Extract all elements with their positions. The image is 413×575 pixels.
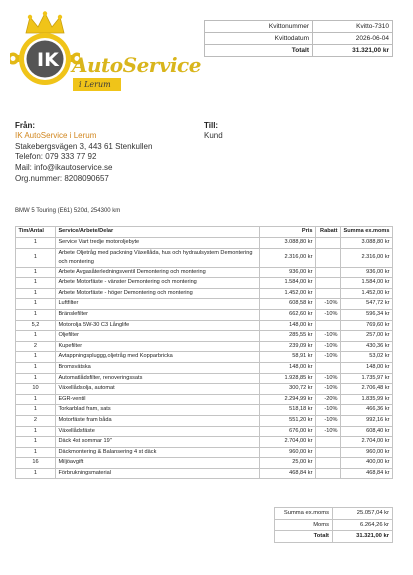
sender-orgnr: Org.nummer: 8208090657 (15, 173, 109, 183)
row-discount: -10% (315, 405, 340, 416)
row-price: 1.928,85 kr (260, 373, 316, 384)
row-sum: 1.452,00 kr (340, 288, 392, 299)
row-price: 239,09 kr (260, 341, 316, 352)
row-desc: Arbete Avgasåterledningsventil Demontering och montering (55, 267, 259, 278)
row-price: 148,00 kr (260, 320, 316, 331)
row-price: 608,58 kr (260, 299, 316, 310)
row-qty: 1 (16, 288, 56, 299)
row-desc: Motorfäste fram båda (55, 415, 259, 426)
meta-row-date (205, 33, 393, 45)
row-price: 58,91 kr (260, 352, 316, 363)
row-sum: 1.835,99 kr (340, 394, 392, 405)
row-qty: 1 (16, 278, 56, 289)
row-sum: 468,84 kr (340, 468, 392, 479)
row-sum: 547,72 kr (340, 299, 392, 310)
recipient-block (204, 121, 223, 142)
row-qty: 1 (16, 267, 56, 278)
table-row (16, 384, 393, 395)
row-desc: Förbrukningsmaterial (55, 468, 259, 479)
row-price: 2.704,00 kr (260, 437, 316, 448)
totals-value: 6.264,26 kr (333, 519, 393, 531)
row-sum: 769,60 kr (340, 320, 392, 331)
totals-value: 25.057,04 kr (333, 508, 393, 520)
row-sum: 1.735,97 kr (340, 373, 392, 384)
meta-label: Kvittodatum (205, 33, 313, 45)
table-row (16, 341, 393, 352)
row-price: 2.294,99 kr (260, 394, 316, 405)
row-price: 1.584,00 kr (260, 278, 316, 289)
sender-company: IK AutoService i Lerum (15, 131, 97, 140)
row-qty: 1 (16, 447, 56, 458)
table-row (16, 267, 393, 278)
row-sum: 2.706,48 kr (340, 384, 392, 395)
row-qty: 1 (16, 331, 56, 342)
row-discount: -20% (315, 394, 340, 405)
row-desc: Oljefilter (55, 331, 259, 342)
line-items-table (15, 226, 393, 479)
table-row (16, 426, 393, 437)
table-row (16, 415, 393, 426)
table-row (16, 362, 393, 373)
table-row (16, 352, 393, 363)
header-price: Pris (260, 227, 316, 238)
row-sum: 608,40 kr (340, 426, 392, 437)
row-price: 960,00 kr (260, 447, 316, 458)
row-qty: 1 (16, 309, 56, 320)
company-logo (10, 11, 201, 91)
row-discount (315, 468, 340, 479)
meta-value: Kvitto-7310 (313, 21, 393, 33)
row-sum: 53,02 kr (340, 352, 392, 363)
row-discount (315, 320, 340, 331)
row-price: 148,00 kr (260, 362, 316, 373)
row-desc: Arbete Motorfäste - höger Demontering och montering (55, 288, 259, 299)
meta-value: 2026-06-04 (313, 33, 393, 45)
row-price: 1.452,00 kr (260, 288, 316, 299)
totals-row-vat (275, 519, 393, 531)
row-qty: 1 (16, 405, 56, 416)
row-discount (315, 278, 340, 289)
to-label: Till: (204, 121, 219, 130)
row-sum: 2.704,00 kr (340, 437, 392, 448)
row-desc: Växellådsfäste (55, 426, 259, 437)
row-desc: Motorolja 5W-30 C3 Långlife (55, 320, 259, 331)
meta-row-total (205, 45, 393, 57)
meta-value: 31.321,00 kr (313, 45, 393, 57)
row-price: 551,20 kr (260, 415, 316, 426)
row-discount: -10% (315, 384, 340, 395)
meta-label: Totalt (205, 45, 313, 57)
sender-block (15, 121, 195, 185)
row-qty: 10 (16, 384, 56, 395)
table-row (16, 299, 393, 310)
row-desc: Däckmontering & Balansering 4 st däck (55, 447, 259, 458)
header-qty: Tim/Antal (16, 227, 56, 238)
from-label: Från: (15, 121, 35, 130)
row-sum: 1.584,00 kr (340, 278, 392, 289)
row-sum: 960,00 kr (340, 447, 392, 458)
totals-row-net (275, 508, 393, 520)
meta-label: Kvittonummer (205, 21, 313, 33)
totals-label: Totalt (275, 531, 333, 543)
recipient-name: Kund (204, 131, 223, 140)
logo-subtitle: i Lerum (73, 78, 121, 91)
row-discount (315, 362, 340, 373)
row-discount: -10% (315, 299, 340, 310)
table-row (16, 394, 393, 405)
row-desc: EGR-ventil (55, 394, 259, 405)
row-sum: 936,00 kr (340, 267, 392, 278)
row-qty: 1 (16, 426, 56, 437)
row-discount: -10% (315, 373, 340, 384)
row-qty: 1 (16, 394, 56, 405)
row-sum: 2.316,00 kr (340, 248, 392, 267)
row-qty: 1 (16, 373, 56, 384)
table-row (16, 373, 393, 384)
row-discount (315, 437, 340, 448)
table-row (16, 238, 393, 249)
meta-row-number (205, 21, 393, 33)
row-sum: 148,00 kr (340, 362, 392, 373)
row-qty: 2 (16, 341, 56, 352)
table-row (16, 309, 393, 320)
header-sum: Summa ex.moms (340, 227, 392, 238)
table-row (16, 278, 393, 289)
row-discount (315, 447, 340, 458)
vehicle-info: BMW 5 Touring (E61) 520d, 254300 km (15, 208, 121, 214)
row-price: 25,00 kr (260, 458, 316, 469)
row-sum: 400,00 kr (340, 458, 392, 469)
totals-value: 31.321,00 kr (333, 531, 393, 543)
row-qty: 1 (16, 362, 56, 373)
header-discount: Rabatt (315, 227, 340, 238)
row-sum: 3.088,80 kr (340, 238, 392, 249)
totals-table (274, 507, 393, 543)
row-sum: 257,00 kr (340, 331, 392, 342)
row-desc: Kupefilter (55, 341, 259, 352)
row-discount (315, 248, 340, 267)
row-price: 2.316,00 kr (260, 248, 316, 267)
table-row (16, 248, 393, 267)
row-desc: Service Vart tredje motoroljebyte (55, 238, 259, 249)
row-qty: 2 (16, 415, 56, 426)
row-qty: 1 (16, 238, 56, 249)
table-row (16, 447, 393, 458)
row-desc: Luftfilter (55, 299, 259, 310)
sender-email: Mail: info@ikautoservice.se (15, 163, 113, 173)
row-desc: Automatlådsfilter, renoveringssats (55, 373, 259, 384)
row-price: 662,60 kr (260, 309, 316, 320)
row-discount: -10% (315, 352, 340, 363)
header-desc: Service/Arbete/Delar (55, 227, 259, 238)
row-qty: 1 (16, 437, 56, 448)
table-row (16, 458, 393, 469)
row-sum: 596,34 kr (340, 309, 392, 320)
row-discount: -10% (315, 341, 340, 352)
row-desc: Avtappningspluggg,oljetråg med Kopparbricka (55, 352, 259, 363)
table-row (16, 437, 393, 448)
row-price: 285,55 kr (260, 331, 316, 342)
row-price: 468,84 kr (260, 468, 316, 479)
row-discount: -10% (315, 309, 340, 320)
row-sum: 992,16 kr (340, 415, 392, 426)
table-header-row (16, 227, 393, 238)
row-discount (315, 238, 340, 249)
table-row (16, 320, 393, 331)
table-row (16, 331, 393, 342)
receipt-meta-table (204, 20, 393, 57)
row-sum: 430,36 kr (340, 341, 392, 352)
row-desc: Växellådsolja, automat (55, 384, 259, 395)
row-desc: Arbete Oljetråg med packning Växellåda, hus och hydraulsystem Demontering och montering (55, 248, 259, 267)
row-qty: 1 (16, 468, 56, 479)
row-qty: 16 (16, 458, 56, 469)
logo-monogram: IK (37, 49, 59, 71)
row-desc: Torkarblad fram, sats (55, 405, 259, 416)
row-sum: 466,36 kr (340, 405, 392, 416)
totals-label: Summa ex.moms (275, 508, 333, 520)
row-price: 518,18 kr (260, 405, 316, 416)
logo-brand-text: AutoService (72, 53, 201, 77)
table-row (16, 288, 393, 299)
row-price: 300,72 kr (260, 384, 316, 395)
row-desc: Arbete Motorfäste - vänster Demontering och montering (55, 278, 259, 289)
row-qty: 1 (16, 248, 56, 267)
row-qty: 1 (16, 352, 56, 363)
row-discount: -10% (315, 415, 340, 426)
sender-address: Stakebergsvägen 3, 443 61 Stenkullen (15, 141, 153, 151)
row-discount (315, 267, 340, 278)
row-qty: 1 (16, 299, 56, 310)
row-discount (315, 458, 340, 469)
totals-row-total (275, 531, 393, 543)
table-row (16, 468, 393, 479)
row-desc: Bränslefilter (55, 309, 259, 320)
row-qty: 5,2 (16, 320, 56, 331)
row-desc: Däck 4st sommar 19" (55, 437, 259, 448)
row-price: 936,00 kr (260, 267, 316, 278)
row-discount (315, 288, 340, 299)
sender-phone: Telefon: 079 333 77 92 (15, 152, 97, 162)
totals-label: Moms (275, 519, 333, 531)
row-price: 676,00 kr (260, 426, 316, 437)
table-row (16, 405, 393, 416)
row-discount: -10% (315, 331, 340, 342)
row-discount: -10% (315, 426, 340, 437)
row-desc: Miljöavgift (55, 458, 259, 469)
row-price: 3.088,80 kr (260, 238, 316, 249)
row-desc: Bromsvätska (55, 362, 259, 373)
